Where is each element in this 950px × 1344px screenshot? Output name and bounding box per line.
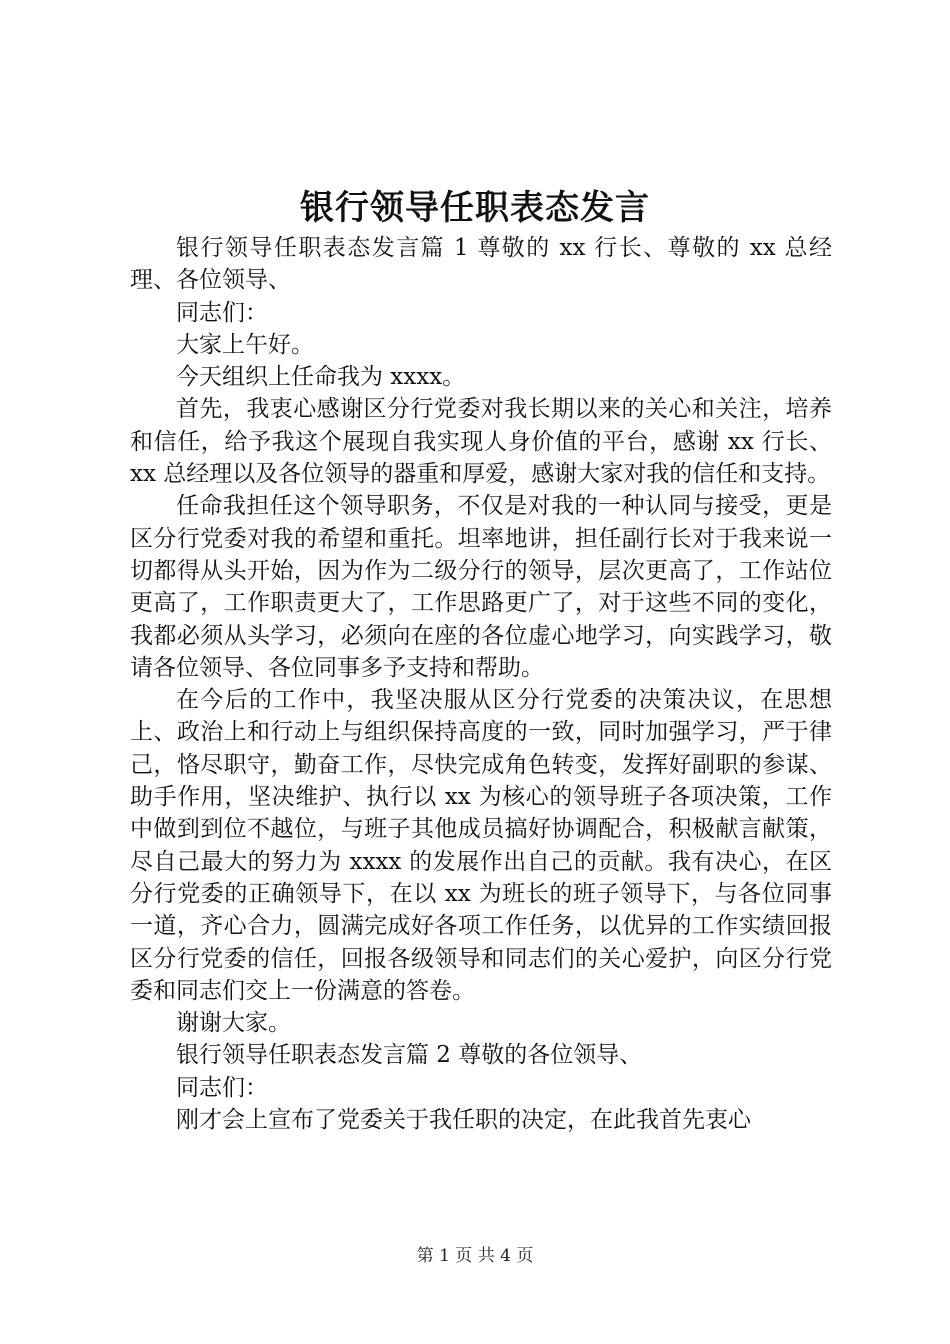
- document-body: [130, 232, 832, 1136]
- paragraph-7: 在今后的工作中，我坚决服从区分行党委的决策决议，在思想上、政治上和行动上与组织保持高度的一致，同时加强学习，严于律己，恪尽职守，勤奋工作，尽快完成角色转变，发挥好副职的参谋、助手作用，坚决维护、执行以 xx 为核心的领导班子各项决策，工作中做到到位不越位，与班子其他成员搞好协调配合，积极献言献策，尽自己最大的努力为 xxxx 的发展作出自己的贡献。我有决心，在区分行党委的正确领导下，在以 xx 为班长的班子领导下，与各位同事一道，齐心合力，圆满完成好各项工作任务，以优异的工作实绩回报区分行党委的信任，回报各级领导和同志们的关心爱护，向区分行党委和同志们交上一份满意的答卷。: [130, 687, 832, 1004]
- paragraph-3: 大家上午好。: [176, 331, 314, 358]
- paragraph-2: 同志们：: [176, 299, 268, 326]
- paragraph-10: 同志们：: [176, 1074, 268, 1101]
- paragraph-4: 今天组织上任命我为 xxxx。: [176, 364, 466, 391]
- paragraph-6: 任命我担任这个领导职务，不仅是对我的一种认同与接受，更是区分行党委对我的希望和重托。坦率地讲，担任副行长对于我来说一切都得从头开始，因为作为二级分行的领导，层次更高了，工作站位更高了，工作职责更大了，工作思路更广了，对于这些不同的变化，我都必须从头学习，必须向在座的各位虚心地学习，向实践学习，敬请各位领导、各位同事多予支持和帮助。: [130, 493, 832, 681]
- document-title: 银行领导任职表态发言: [300, 188, 650, 228]
- paragraph-5: 首先，我衷心感谢区分行党委对我长期以来的关心和关注，培养和信任，给予我这个展现自我实现人身价值的平台，感谢 xx 行长、xx 总经理以及各位领导的器重和厚爱，感谢大家对我的信任和支持。: [130, 396, 832, 488]
- paragraph-11: 刚才会上宣布了党委关于我任职的决定，在此我首先衷心: [176, 1107, 751, 1134]
- page-number-footer: 第 1 页 共 4 页: [416, 1246, 534, 1266]
- paragraph-9: 银行领导任职表态发言篇 2 尊敬的各位领导、: [176, 1042, 643, 1069]
- paragraph-1: 银行领导任职表态发言篇 1 尊敬的 xx 行长、尊敬的 xx 总经理、各位领导、: [130, 235, 832, 294]
- paragraph-8: 谢谢大家。: [176, 1010, 291, 1037]
